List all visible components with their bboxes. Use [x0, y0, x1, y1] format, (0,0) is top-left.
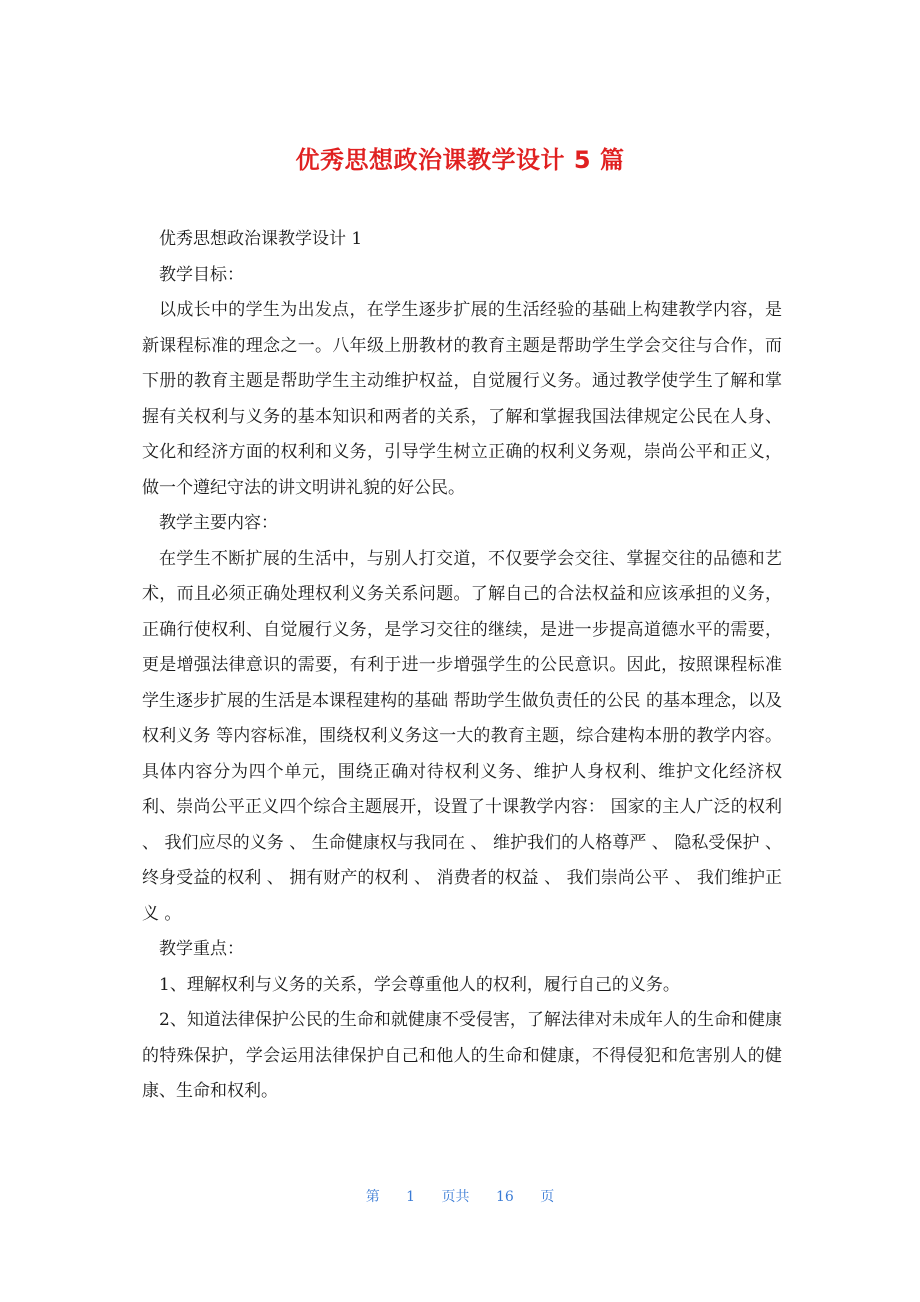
footer-middle: 页共 [441, 1189, 470, 1205]
current-page-number: 1 [406, 1189, 416, 1205]
key-point-2: 2、知道法律保护公民的生命和就健康不受侵害，了解法律对未成年人的生命和健康的特殊保护，学会运用法律保护自己和他人的生命和健康，不得侵犯和危害别人的健康、生命和权利。 [142, 1010, 782, 1101]
subheading-main-content: 教学主要内容： [159, 513, 278, 533]
footer-suffix: 页 [540, 1189, 555, 1205]
subheading-key-points: 教学重点： [159, 939, 244, 959]
footer-prefix: 第 [365, 1189, 380, 1205]
document-body [142, 222, 782, 1110]
paragraph-objectives: 以成长中的学生为出发点，在学生逐步扩展的生活经验的基础上构建教学内容，是新课程标准的理念之一。八年级上册教材的教育主题是帮助学生学会交往与合作，而下册的教育主题是帮助学生主动维护权益，自觉履行义务。通过教学使学生了解和掌握有关权利与义务的基本知识和两者的关系，了解和掌握我国法律规定公民在人身、文化和经济方面的权利和义务，引导学生树立正确的权利义务观，崇尚公平和正义，做一个遵纪守法的讲文明讲礼貌的好公民。 [142, 300, 782, 498]
subheading-objectives: 教学目标： [159, 264, 244, 285]
section-heading: 优秀思想政治课教学设计 1 [159, 229, 363, 249]
page-number-footer [0, 1186, 920, 1206]
paragraph-main-content: 在学生不断扩展的生活中，与别人打交道，不仅要学会交往、掌握交往的品德和艺术，而且必须正确处理权利义务关系问题。了解自己的合法权益和应该承担的义务，正确行使权利、自觉履行义务，是学习交往的继续，是进一步提高道德水平的需要，更是增强法律意识的需要，有利于进一步增强学生的公民意识。因此，按照课程标准 学生逐步扩展的生活是本课程建构的基础 帮助学生做负责任的公民 的基本理念，以及 权利义务 等内容标准，围绕权利义务这一大的教育主题，综合建构本册的教学内容。具体内容分为四个单元，围绕正确对待权利义务、维护人身权利、维护文化经济权利、崇尚公平正义四个综合主题展开，设置了十课教学内容： 国家的主人广泛的权利 、 我们应尽的义务 、 生命健康权与我同在 、 维护我们的人格尊严 、 隐私受保护 、 终身受益的权利 、 拥有财产的权利 、 消费者的权益 、 我们崇尚公平 、 我们维护正义 。 [142, 548, 782, 924]
key-point-1: 1、理解权利与义务的关系，学会尊重他人的权利，履行自己的义务。 [159, 974, 680, 995]
total-pages: 16 [496, 1189, 514, 1205]
document-title: 优秀思想政治课教学设计 5 篇 [295, 146, 625, 174]
